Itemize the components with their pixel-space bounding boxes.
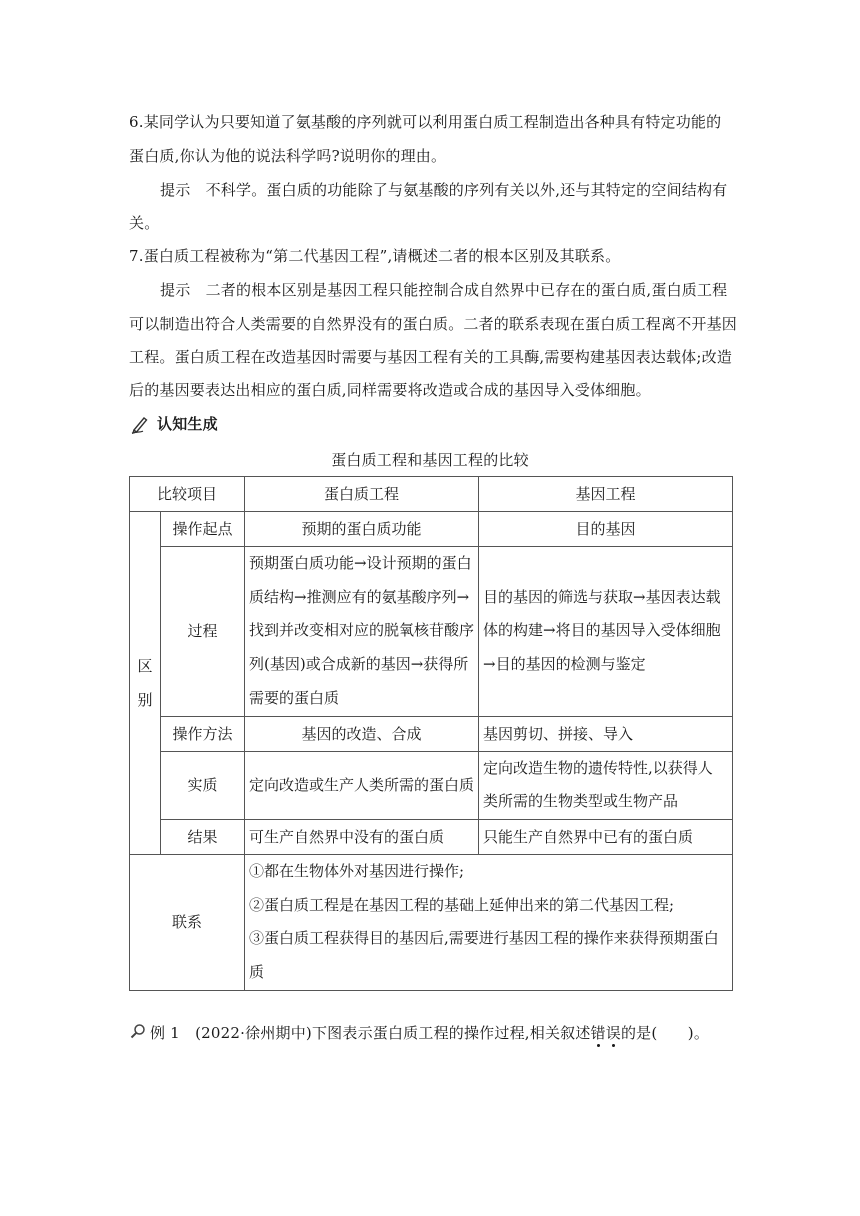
q6-line-1: 6.某同学认为只要知道了氨基酸的序列就可以利用蛋白质工程制造出各种具有特定功能的 [129,113,722,131]
table-row [130,512,733,547]
example-text: (2022·徐州期中)下图表示蛋白质工程的操作过程,相关叙述 [179,1024,591,1042]
table-caption: 蛋白质工程和基因工程的比较 [331,451,529,469]
relation-line: ②蛋白质工程是在基因工程的基础上延伸出来的第二代基因工程; [249,895,675,914]
cell-gene [479,751,733,819]
cell-protein: 基因的改造、合成 [245,716,479,751]
q6-line-2: 蛋白质,你认为他的说法科学吗?说明你的理由。 [129,147,447,165]
diff-label-2: 别 [137,690,153,709]
table-row [130,547,733,717]
cell-line: 类所需的生物类型或生物产品 [483,792,679,811]
cell-line: 需要的蛋白质 [249,688,340,707]
q7-line-1: 7.蛋白质工程被称为“第二代基因工程”,请概述二者的根本区别及其联系。 [129,247,621,265]
example-label: 例 1 [150,1024,180,1042]
cell-line: 目的基因的筛选与获取→基因表达载 [483,587,721,606]
table-row [130,854,733,990]
cell-protein: 预期的蛋白质功能 [245,512,479,547]
cell-line: 预期蛋白质功能→设计预期的蛋白 [249,554,472,572]
table-row [130,819,733,854]
cell-line: →目的基因的检测与鉴定 [483,655,646,674]
header-protein: 蛋白质工程 [245,477,479,512]
relation-line: 质 [249,963,265,982]
row-label: 实质 [161,751,245,819]
cell-gene: 基因剪切、拼接、导入 [479,716,733,751]
table-row [130,751,733,819]
header-gene: 基因工程 [479,477,733,512]
relation-line: ①都在生物体外对基因进行操作; [249,861,465,880]
diff-label [130,512,161,855]
cell-line: 列(基因)或合成新的基因→获得所 [249,655,469,674]
row-label: 结果 [161,819,245,854]
cell-line: 体的构建→将目的基因导入受体细胞 [483,621,721,640]
relation-line: ③蛋白质工程获得目的基因后,需要进行基因工程的操作来获得预期蛋白 [249,929,719,948]
emphasis-char: 错 [590,1024,606,1042]
q6-hint-line-2: 关。 [129,214,160,232]
pen-icon [130,414,150,434]
example-question [150,1023,709,1043]
cell-gene: 目的基因 [479,512,733,547]
cell-gene [479,547,733,717]
table-row [130,716,733,751]
section-title: 认知生成 [157,415,218,433]
cell-line: 定向改造生物的遗传特性,以获得人 [483,758,713,777]
q7-hint-line-4: 后的基因要表达出相应的蛋白质,同样需要将改造或合成的基因导入受体细胞。 [129,381,651,399]
magnifier-icon [130,1023,146,1039]
q6-hint-line-1: 提示 不科学。蛋白质的功能除了与氨基酸的序列有关以外,还与其特定的空间结构有 [160,181,728,199]
emphasis-char: 误 [605,1024,621,1042]
cell-line: 找到并改变相对应的脱氧核苷酸序 [249,621,475,640]
q7-hint-line-2: 可以制造出符合人类需要的自然界没有的蛋白质。二者的联系表现在蛋白质工程离不开基因 [129,315,738,333]
cell-protein: 定向改造或生产人类所需的蛋白质 [245,751,479,819]
row-label: 操作方法 [161,716,245,751]
q7-hint-line-1: 提示 二者的根本区别是基因工程只能控制合成自然界中已存在的蛋白质,蛋白质工程 [160,281,728,299]
cell-protein: 可生产自然界中没有的蛋白质 [245,819,479,854]
relation-label: 联系 [130,854,245,990]
cell-gene: 只能生产自然界中已有的蛋白质 [479,819,733,854]
q7-hint-line-3: 工程。蛋白质工程在改造基因时需要与基因工程有关的工具酶,需要构建基因表达载体;改造 [129,348,733,366]
example-tail: 的是( )。 [620,1024,710,1042]
header-item: 比较项目 [130,477,245,512]
diff-label-1: 区 [137,656,153,675]
row-label: 操作起点 [161,512,245,547]
cell-protein [245,547,479,717]
row-label: 过程 [161,547,245,717]
relation-cell [245,854,733,990]
cell-line: 质结构→推测应有的氨基酸序列→ [249,587,470,606]
comparison-table [129,476,733,991]
table-header-row [130,477,733,512]
